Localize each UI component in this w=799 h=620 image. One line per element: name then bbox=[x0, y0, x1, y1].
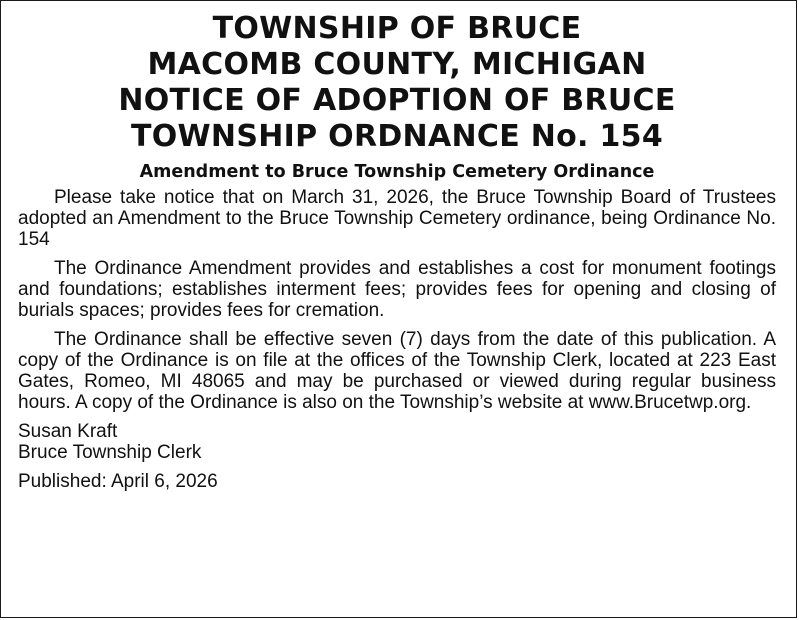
heading-line-county: MACOMB COUNTY, MICHIGAN bbox=[147, 47, 647, 82]
notice-subtitle: Amendment to Bruce Township Cemetery Ordinance bbox=[139, 162, 655, 182]
paragraph-effective: The Ordinance shall be effective seven (7) days from the date of this publication. A copy of the Ordinance is on file at the offices of the Township Clerk, located at 223 East Gates, Romeo, MI 48065 and may be purchased or viewed during regular business hours. A copy of the Ordinance is also on the Township’s website at www.Brucetwp.org. bbox=[18, 329, 776, 413]
signature-block bbox=[18, 421, 776, 463]
signatory-title: Bruce Township Clerk bbox=[18, 442, 202, 463]
heading-line-notice: NOTICE OF ADOPTION OF BRUCE bbox=[118, 83, 676, 118]
published-date: Published: April 6, 2026 bbox=[18, 471, 218, 492]
paragraph-amendment: The Ordinance Amendment provides and establishes a cost for monument footings and foundations; establishes interment fees; provides fees for opening and closing of burials spaces; provides fees for cremation. bbox=[18, 258, 776, 321]
signatory-name: Susan Kraft bbox=[18, 421, 118, 442]
paragraph-adoption: Please take notice that on March 31, 2026, the Bruce Township Board of Trustees adopted an Amendment to the Bruce Township Cemetery ordinance, being Ordinance No. 154 bbox=[18, 187, 776, 250]
heading-line-township: TOWNSHIP OF BRUCE bbox=[212, 11, 582, 46]
heading-line-ordinance: TOWNSHIP ORDNANCE No. 154 bbox=[130, 119, 664, 154]
notice-heading bbox=[18, 11, 776, 155]
